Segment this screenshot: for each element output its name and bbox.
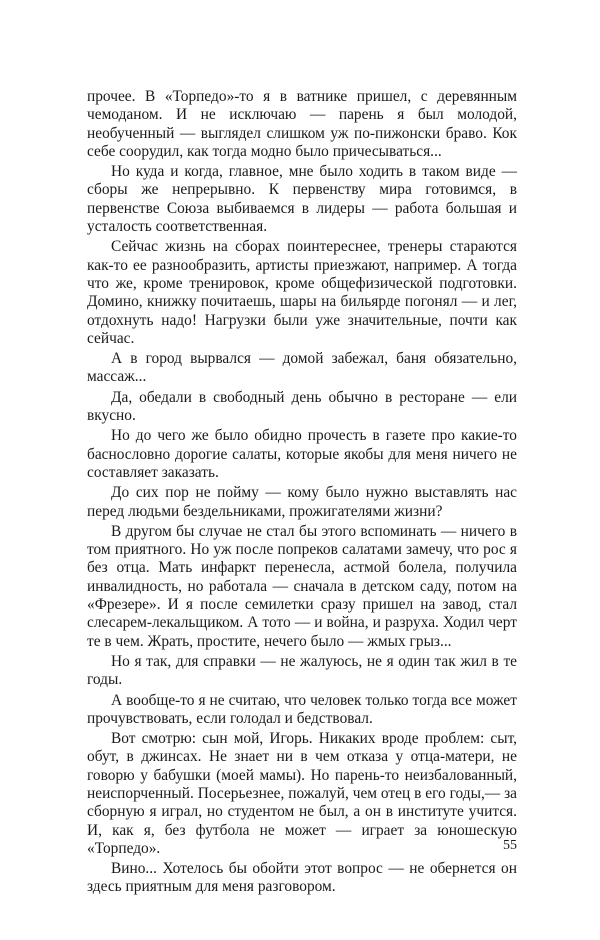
paragraph: Но я так, для справки — не жалуюсь, не я один так жил в те годы. [87,652,517,689]
paragraph: Да, обедали в свободный день обычно в ресторане — ели вкусно. [87,388,517,425]
paragraph: Вот смотрю: сын мой, Игорь. Никаких вроде проблем: сыт, обут, в джинсах. Не знает ни в чем отказа у отца-матери, не говорю у бабушки (моей мамы). Но парень-то неизбалованный, неиспорченный. Посерьезнее, пожалуй, чем отец в его годы,— за сборную я играл, но студентом не был, а он в институте учится. И, как я, без футбола не может — играет за юношескую «Торпедо». [87,730,517,857]
paragraph: А вообще-то я не считаю, что человек только тогда все может прочувствовать, если голодал и бедствовал. [87,691,517,727]
paragraph: До сих пор не пойму — кому было нужно выставлять нас перед людьми бездельниками, прожигателями жизни? [87,484,517,520]
paragraph: Вино... Хотелось бы обойти этот вопрос — не обернется он здесь приятным для меня разговором. [87,860,517,896]
paragraph: Но до чего же было обидно прочесть в газете про какие-то баснословно дорогие салаты, которые якобы для меня ничего не составляет заказать. [87,427,517,481]
page-text [87,88,517,899]
paragraph: Сейчас жизнь на сборах поинтереснее, тренеры стараются как-то ее разнообразить, артисты приезжают, например. А тогда что же, кроме тренировок, кроме общефизической подготовки. Домино, книжку почитаешь, шары на бильярде погонял — и лег, отдохнуть надо! Нагрузки были уже значительные, почти как сейчас. [87,238,517,347]
paragraph: Но куда и когда, главное, мне было ходить в таком виде — сборы же непрерывно. К первенству мира готовимся, в первенстве Союза выбиваемся в лидеры — работа большая и усталость соответственная. [87,163,517,236]
paragraph: В другом бы случае не стал бы этого вспоминать — ничего в том приятного. Но уж после попреков салатами замечу, что рос я без отца. Мать инфаркт перенесла, астмой болела, получила инвалидность, но работала — сначала в детском саду, потом на «Фрезере». И я после семилетки сразу пришел на завод, стал слесарем-лекальщиком. А тото — и война, и разруха. Ходил черт те в чем. Жрать, простите, нечего было — жмых грыз... [87,522,517,650]
paragraph: прочее. В «Торпедо»-то я в ватнике пришел, с деревянным чемоданом. И не исключаю — парень я был молодой, необученный — выглядел слишком уж по-пижонски браво. Кок себе соорудил, как тогда модно было причесываться... [87,88,517,160]
paragraph: А в город вырвался — домой забежал, баня обязательно, массаж... [87,350,517,386]
page-number: 55 [503,838,517,853]
